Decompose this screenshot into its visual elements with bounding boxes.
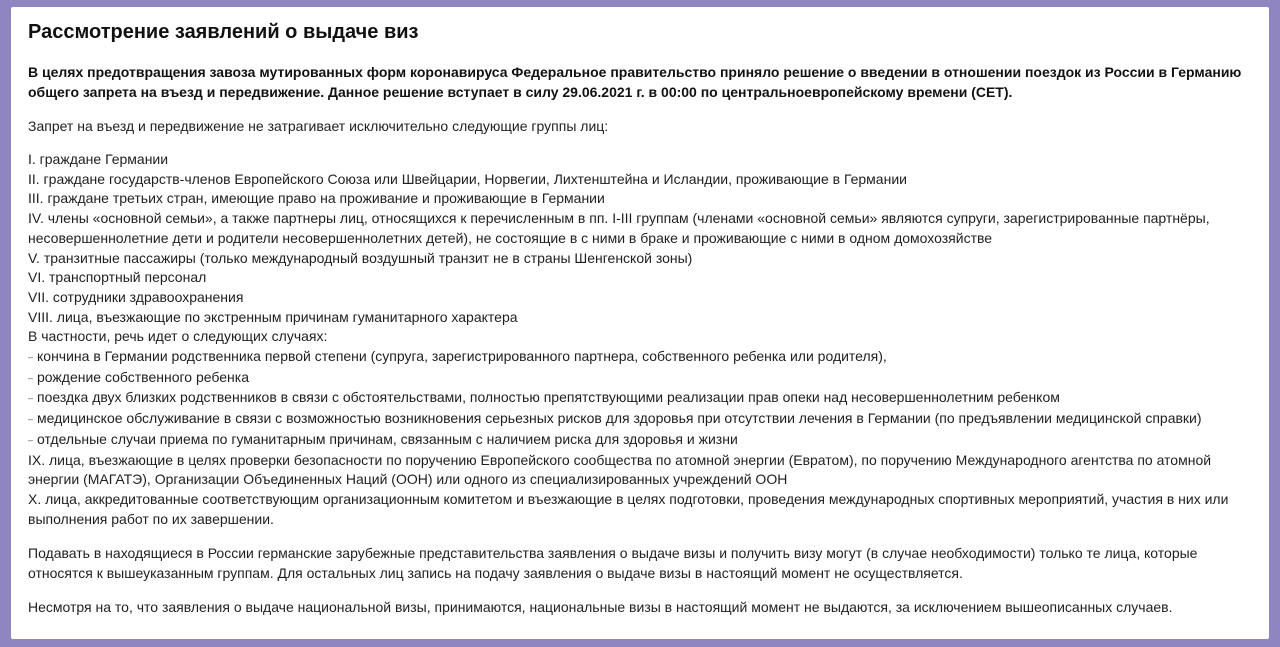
page-title: Рассмотрение заявлений о выдаче виз	[28, 21, 419, 43]
dash-bullet-icon: –	[28, 414, 34, 425]
dash-bullet-icon: –	[28, 434, 34, 445]
national-visa-paragraph: Несмотря на то, что заявления о выдаче национальной визы, принимаются, национальные визы в настоящий момент не выдаются, за исключением вышеописанных случаев.	[28, 599, 1173, 616]
list-item: III. граждане третьих стран, имеющие право на проживание и проживающие в Германии	[28, 190, 605, 207]
list-item: IX. лица, въезжающие в целях проверки безопасности по поручению Европейского сообщества по атомной энергии (Евратом), по поручению Международного агентства по атомной энергии (МАГАТЭ), Организации Объединенных Наций (ООН) или одного из специализированных учреждений ООН	[28, 451, 1212, 488]
document-card	[11, 7, 1269, 639]
intro-paragraph: Запрет на въезд и передвижение не затрагивает исключительно следующие группы лиц:	[28, 118, 609, 134]
dash-bullet-icon: –	[28, 372, 34, 383]
application-paragraph: Подавать в находящиеся в России германские зарубежные представительства заявления о выдаче визы и получить визу могут (в случае необходимости) только те лица, которые относятся к вышеуказанным группам. Для остальных лиц запись на подачу заявления о выдаче визы в настоящий момент не осуществляется.	[28, 545, 1198, 582]
case-item	[28, 409, 1253, 430]
case-text: медицинское обслуживание в связи с возможностью возникновения серьезных рисков для здоровья при отсутствии лечения в Германии (по предъявлении медицинской справки)	[37, 410, 1202, 427]
case-item	[28, 368, 1253, 389]
list-item: I. граждане Германии	[28, 151, 169, 167]
list-item: VIII. лица, въезжающие по экстренным причинам гуманитарного характера	[28, 308, 518, 325]
list-item: X. лица, аккредитованные соответствующим организационным комитетом и въезжающие в целях подготовки, проведения международных спортивных мероприятий, участия в них или выполнения работ по их завершении.	[28, 490, 1229, 527]
case-text: отдельные случаи приема по гуманитарным причинам, связанным с наличием риска для здоровья и жизни	[37, 430, 738, 447]
list-item: В частности, речь идет о следующих случаях:	[28, 328, 328, 345]
exemption-list	[28, 150, 1253, 529]
list-item: VII. сотрудники здравоохранения	[28, 288, 244, 305]
case-item	[28, 388, 1253, 409]
case-item	[28, 347, 1253, 368]
list-item: II. граждане государств-членов Европейского Союза или Швейцарии, Норвегии, Лихтенштейна и Исландии, проживающие в Германии	[28, 170, 907, 187]
case-text: кончина в Германии родственника первой степени (супруга, зарегистрированного партнера, собственного ребенка или родителя),	[37, 348, 887, 365]
dash-bullet-icon: –	[28, 352, 34, 363]
list-item: IV. члены «основной семьи», а также партнеры лиц, относящихся к перечисленным в пп. I-III группам (членами «основной семьи» являются супруги, зарегистрированные партнёры, несовершеннолетние дети и родители несовершеннолетних детей), не состоящие в с ними в браке и проживающие с ними в одном домохозяйстве	[28, 210, 1210, 246]
case-item	[28, 430, 1253, 451]
case-text: поездка двух близких родственников в связи с обстоятельствами, полностью препятствующими реализации прав опеки над несовершеннолетним ребенком	[37, 389, 1060, 406]
dash-bullet-icon: –	[28, 393, 34, 404]
list-item: V. транзитные пассажиры (только международный воздушный транзит не в страны Шенгенской зоны)	[28, 249, 693, 266]
lead-paragraph: В целях предотвращения завоза мутированных форм коронавируса Федеральное правительство приняло решение о введении в отношении поездок из России в Германию общего запрета на въезд и передвижение. Данное решение вступает в силу 29.06.2021 г. в 00:00 по центральноевропейскому времени (CET).	[28, 64, 1242, 100]
case-text: рождение собственного ребенка	[37, 368, 249, 385]
list-item: VI. транспортный персонал	[28, 269, 207, 286]
